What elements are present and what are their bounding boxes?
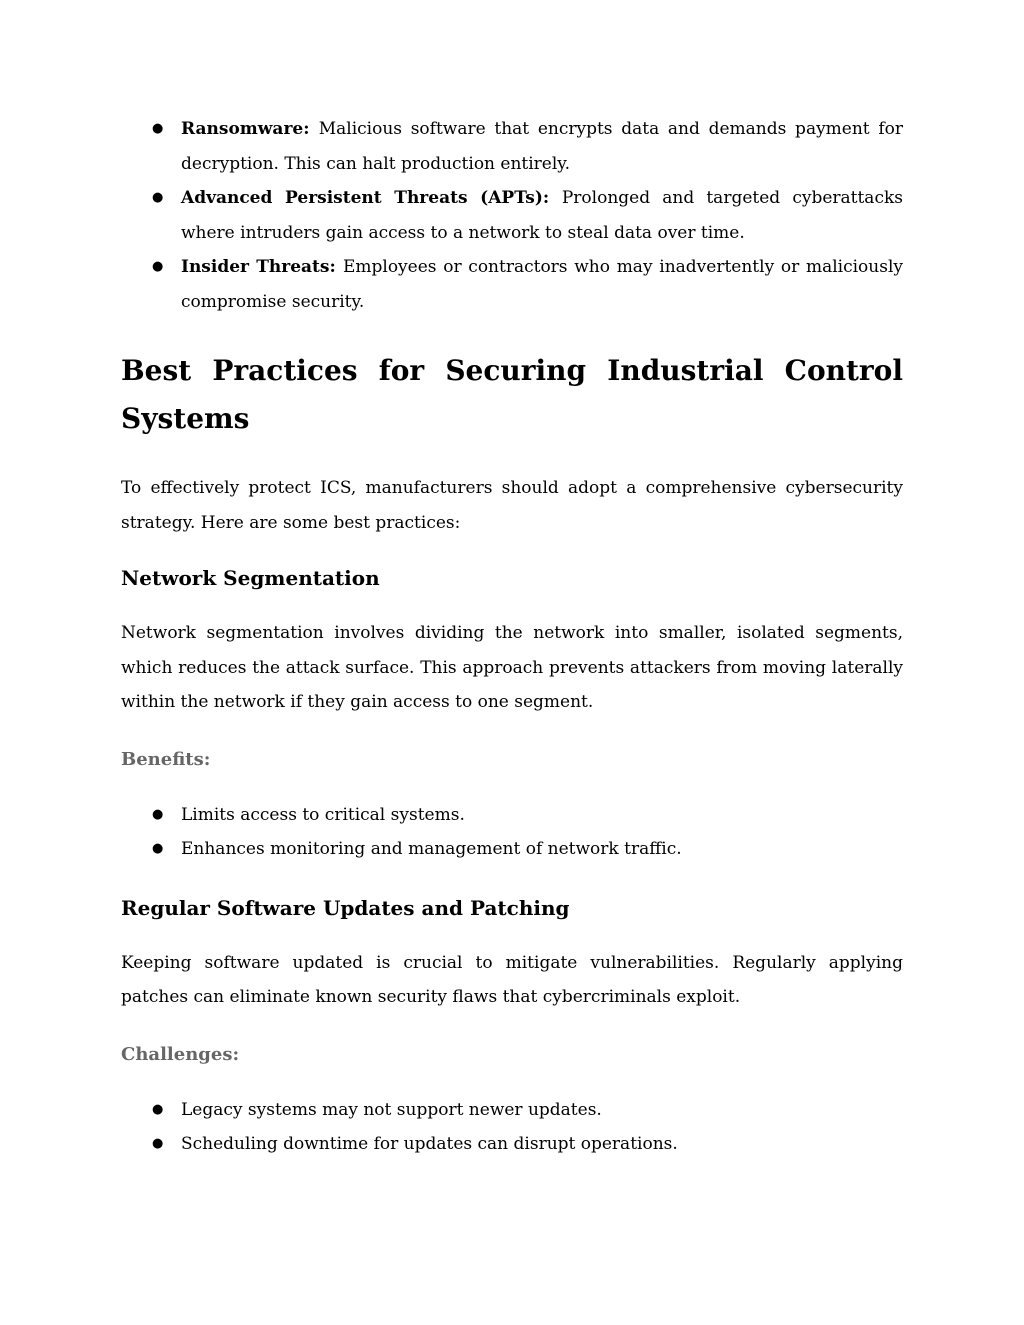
challenges-heading: Challenges: xyxy=(121,1043,240,1065)
list-item xyxy=(121,1127,903,1162)
bullet-icon: ● xyxy=(152,259,164,274)
bullet-icon: ● xyxy=(152,806,164,822)
threat-list xyxy=(121,112,903,319)
section-title: Best Practices for Securing Industrial Control Systems xyxy=(121,354,903,435)
challenge-text: Legacy systems may not support newer updates. xyxy=(181,1099,602,1120)
network-segmentation-heading: Network Segmentation xyxy=(121,566,380,590)
network-segmentation-paragraph: Network segmentation involves dividing the network into smaller, isolated segments, which reduces the attack surface. This approach prevents attackers from moving laterally within the network if they gain access to one segment. xyxy=(121,623,903,712)
threat-description: Prolonged and targeted cyberattacks where intruders gain access to a network to steal data over time. xyxy=(181,188,903,243)
list-item xyxy=(121,250,903,319)
software-updates-paragraph: Keeping software updated is crucial to mitigate vulnerabilities. Regularly applying patches can eliminate known security flaws that cybercriminals exploit. xyxy=(121,952,903,1007)
threat-description: Employees or contractors who may inadvertently or maliciously compromise security. xyxy=(181,257,904,312)
list-item xyxy=(121,798,903,833)
threat-description: Malicious software that encrypts data and demands payment for decryption. This can halt production entirely. xyxy=(181,119,904,174)
benefit-text: Limits access to critical systems. xyxy=(181,804,465,825)
list-item xyxy=(121,112,903,181)
benefit-text: Enhances monitoring and management of network traffic. xyxy=(181,839,682,859)
threat-term: Ransomware: xyxy=(181,119,319,139)
bullet-icon: ● xyxy=(152,121,164,136)
benefits-list xyxy=(121,798,903,867)
bullet-icon: ● xyxy=(152,1101,164,1117)
benefits-heading: Benefits: xyxy=(121,748,211,770)
threat-term: Advanced Persistent Threats (APTs): xyxy=(181,188,562,208)
list-item xyxy=(121,1093,903,1128)
software-updates-heading: Regular Software Updates and Patching xyxy=(121,895,570,920)
document-page xyxy=(121,112,903,1162)
challenges-list xyxy=(121,1093,903,1162)
threat-term: Insider Threats: xyxy=(181,257,343,277)
challenge-text: Scheduling downtime for updates can disrupt operations. xyxy=(181,1134,678,1154)
list-item xyxy=(121,832,903,867)
intro-paragraph: To effectively protect ICS, manufacturers should adopt a comprehensive cybersecurity strategy. Here are some best practices: xyxy=(121,478,903,533)
list-item xyxy=(121,181,903,250)
bullet-icon: ● xyxy=(152,1136,164,1151)
bullet-icon: ● xyxy=(152,190,164,205)
bullet-icon: ● xyxy=(152,841,164,856)
